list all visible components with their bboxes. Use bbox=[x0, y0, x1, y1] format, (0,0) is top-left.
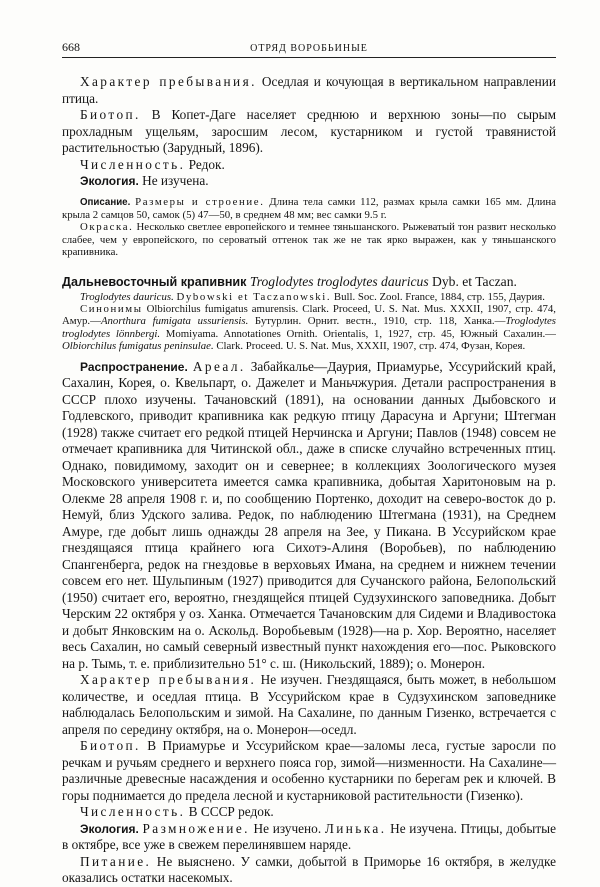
ecology-text: Не изучена. bbox=[138, 173, 209, 188]
ecology2-label: Экология. bbox=[80, 821, 139, 836]
subspecies-name-lat: Troglodytes troglodytes dauricus bbox=[249, 273, 429, 289]
food-text: Не выяснено. У самки, добытой в Приморье 16 октября, в желудке оказались остатки насекомых. bbox=[62, 853, 556, 886]
distribution-label: Распространение. bbox=[80, 359, 188, 374]
synonyms-label: Синонимы bbox=[80, 302, 143, 315]
description-paragraph bbox=[62, 196, 556, 222]
ecology-paragraph bbox=[62, 173, 556, 190]
food-paragraph bbox=[62, 854, 556, 887]
sizes-text: Длина тела самки 112, размах крыла самки 165 мм. Длина крыла 2 самцов 50, самок (5) 47—50, в среднем 48 мм; вес самки 9.5 г. bbox=[62, 195, 556, 221]
character-text: Оседлая и кочующая в вертикальном направлении птица. bbox=[62, 74, 556, 106]
area-label: Ареал. bbox=[192, 358, 246, 374]
numbers-label: Численность. bbox=[80, 156, 186, 172]
numbers2-label: Численность. bbox=[80, 804, 186, 820]
character2-label: Характер пребывания. bbox=[80, 672, 257, 688]
synonyms-text-3: Бутурлин. Орнит. вестн., 1910, стр. 118, Ханка.— bbox=[248, 315, 506, 328]
color-paragraph bbox=[62, 221, 556, 258]
original-authors: Dybowski et Taczanowski. bbox=[176, 290, 332, 303]
page-number: 668 bbox=[62, 40, 80, 54]
character2-text: Не изучен. Гнездящаяся, быть может, в небольшом количестве, и оседлая птица. В Уссурийском крае в Судзухинском заповеднике наблюдалась Белопольским и зимой. На Сахалине, по данным Гизенко, встречается с апреля по середину октября, на о. Монерон—оседл. bbox=[62, 672, 556, 737]
biotope-label: Биотоп. bbox=[80, 107, 141, 122]
food-label: Питание. bbox=[80, 853, 152, 869]
numbers-text: Редок. bbox=[185, 156, 225, 172]
original-description bbox=[62, 291, 556, 303]
color-text: Несколько светлее европейского и темнее тяньшанского. Рыжеватый тон развит несколько слабее, чем у европейского, по сероватый оттенок так же не так ярко выражен, как у тяньшанского крапивника. bbox=[62, 221, 556, 259]
subspecies-authors: Dyb. et Taczan. bbox=[432, 273, 517, 289]
molt-label: Линька. bbox=[324, 820, 387, 836]
distribution-paragraph bbox=[62, 359, 556, 673]
distribution-text: Забайкалье—Даурия, Приамурье, Уссурийский край, Сахалин, Корея, о. Квельпарт, о. Дажелет и Маньчжурия. Детали распространения в СССР плохо изучены. Тачановский (1891), на основании данных Дыбовского и Годлевского, приводит крапивника как редкую птицу Дарасуна и Аргуни; Штегман (1928) также считает его редкой птицей Нерчинска и Аргуни; Павлов (1948) совсем не отмечает крапивника для Читинской обл., даже в списке случайно встреченных птиц. Однако, повидимому, заходит он и севернее; в коллекциях Зоологического музея Московского университета имеется самка крапивника, добытая Харитоновым на р. Олекме 28 апреля 1908 г. и, по сообщению Портенко, доходит на северо-восток до р. Немуй, близ Удского залива. Редок, по наблюдению Штегмана (1931), на Среднем Амуре, где добыт лишь однажды 28 апреля на Зее, у Пикана. В Уссурийском крае гнездящаяся птица крайнего юга Сихотэ-Алиня (Воробьев), по наблюдению Спангенберга, редок на гнездовье в верховьях Имана, на среднем и нижнем течении совсем его нет. Шульпиным (1927) приводится для Сучанского района, Белопольский (1950) считает его, вероятно, гнездящейся птицей Судзухинского заповедника. Добыт Черским 22 октября у оз. Ханка. Отмечается Тачановским для Сидеми и Владивостока и добыт Янковским на о. Аскольд. Воробьевым (1928)—на р. Хор. Вероятно, населяет весь Сахалин, но самый северный известный пункт нахождения его—пос. Рыковского на р. Тымь, т. е. приблизительно 51° с. ш. (Никольский, 1889); о. Монерон. bbox=[62, 358, 556, 671]
synonyms-lat-6: Olbiorchilus fumigatus peninsulae. bbox=[62, 340, 214, 353]
biotope-paragraph bbox=[62, 107, 556, 157]
color-label: Окраска. bbox=[80, 221, 134, 234]
ecology2-paragraph bbox=[62, 821, 556, 854]
biotope-text: В Копет-Даге населяет среднюю и верхнюю зоны—по сырым прохладным ущельям, заросшим лесом, кустарником и густой травянистой растительностью (Зарудный, 1896). bbox=[62, 107, 556, 155]
running-header bbox=[62, 40, 556, 58]
reproduction-text: Не изучено. bbox=[249, 820, 322, 836]
running-title: ОТРЯД ВОРОБЬИНЫЕ bbox=[250, 43, 368, 54]
character-paragraph bbox=[62, 74, 556, 107]
synonyms-lat-4: Troglodytes troglodytes lönnbergi. bbox=[62, 315, 556, 340]
biotope2-label: Биотоп. bbox=[80, 738, 141, 754]
numbers-paragraph bbox=[62, 157, 556, 174]
original-ref: Bull. Soc. Zool. France, 1884, стр. 155, Даурия. bbox=[331, 290, 545, 303]
reproduction-label: Размножение. bbox=[142, 820, 250, 836]
ecology-label: Экология. bbox=[80, 174, 139, 188]
molt-text: Не изучена. Птицы, добытые в октябре, все уже в свежем перелинявшем наряде. bbox=[62, 820, 556, 853]
description-label: Описание. bbox=[80, 196, 131, 208]
synonyms-paragraph bbox=[62, 303, 556, 353]
synonyms-lat-2: Anorthura fumigata ussuriensis. bbox=[100, 315, 249, 328]
original-lat: Troglodytes dauricus. bbox=[80, 290, 174, 303]
numbers2-text: В СССР редок. bbox=[185, 804, 274, 820]
subspecies-heading bbox=[62, 273, 556, 291]
character-label: Характер пребывания. bbox=[80, 74, 257, 89]
synonyms-text-5: Momiyama. Annotationes Ornith. Orientalis, 1, 1927, стр. 45, Южный Сахалин.— bbox=[160, 327, 556, 340]
biotope2-paragraph bbox=[62, 738, 556, 804]
synonyms-text-7: Clark. Proceed. U. S. Nat. Mus, XXXII, 1907, стр. 474, Фузан, Корея. bbox=[213, 340, 526, 353]
subspecies-name-ru: Дальневосточный крапивник bbox=[62, 274, 247, 289]
synonyms-text-1: Olbiorchilus fumigatus amurensis. Clark. Proceed, U. S. Nat. Mus. XXXII, 1907, стр. 474, Амур.— bbox=[62, 302, 556, 328]
biotope2-text: В Приамурье и Уссурийском крае—заломы леса, густые заросли по речкам и ручьям среднего и верхнего пояса гор, зимой—низменности. На Сахалине—различные древесные насаждения и особенно кустарники по берегам рек и ключей. В горы поднимается до предела лесной и кустарниковой растительности (Гизенко). bbox=[62, 738, 556, 803]
numbers2-paragraph bbox=[62, 804, 556, 821]
sizes-label: Размеры и строение. bbox=[135, 195, 265, 208]
character2-paragraph bbox=[62, 672, 556, 738]
